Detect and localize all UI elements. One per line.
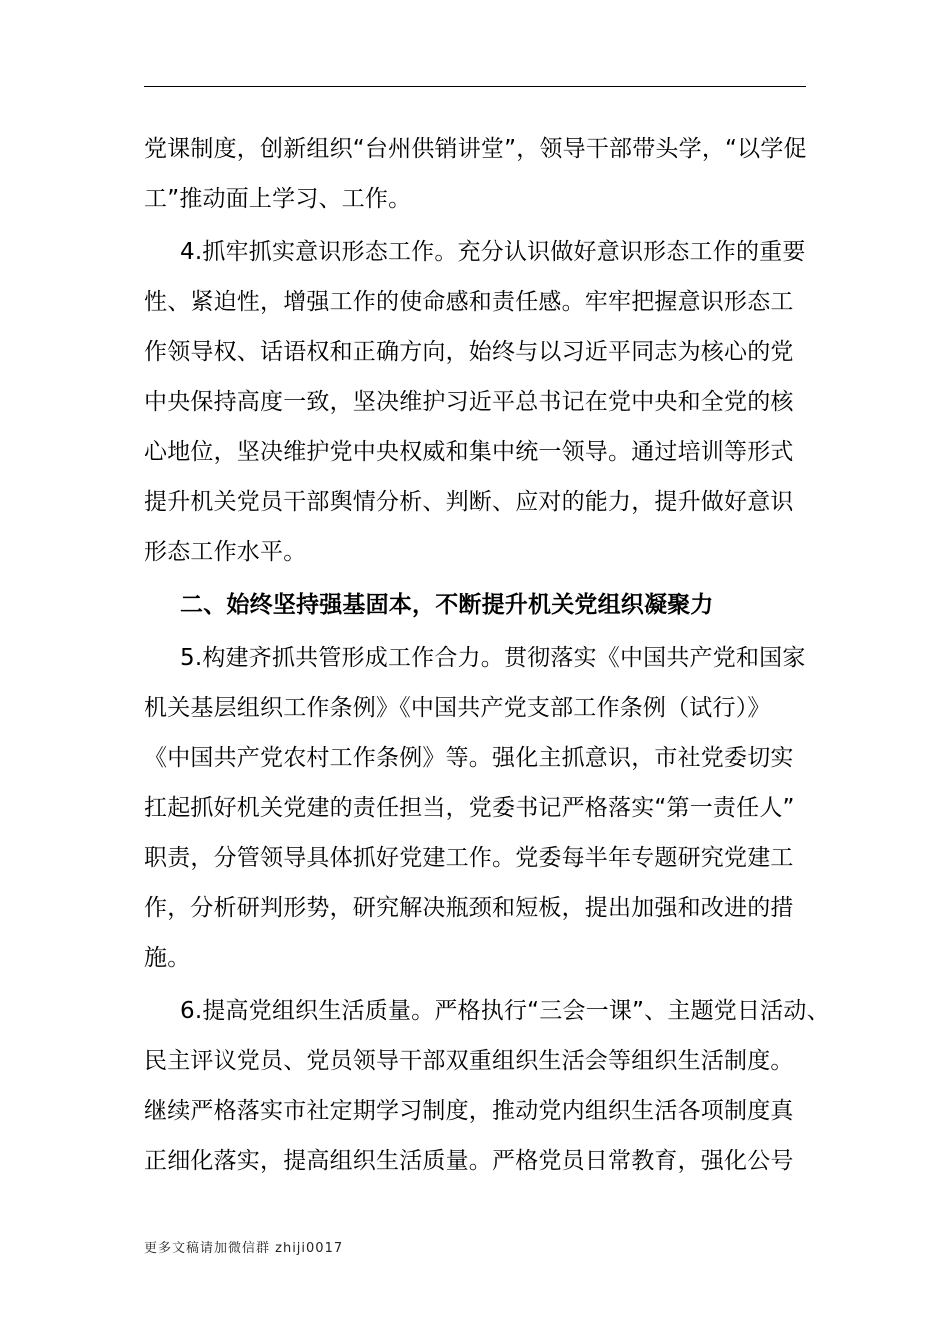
text-line: 继续严格落实市社定期学习制度，推动党内组织生活各项制度真 <box>144 1098 794 1124</box>
text-line: 提升机关党员干部舆情分析、判断、应对的能力，提升做好意识 <box>144 489 794 515</box>
text-line: 扛起抓好机关党建的责任担当，党委书记严格落实“第一责任人” <box>144 795 795 821</box>
text-line: 正细化落实，提高组织生活质量。严格党员日常教育，强化公号 <box>144 1148 794 1174</box>
text-line: 工”推动面上学习、工作。 <box>144 186 412 212</box>
paragraph-continuation <box>144 124 814 224</box>
text-line: 中央保持高度一致，坚决维护习近平总书记在党中央和全党的核 <box>144 389 794 415</box>
text-line: 《中国共产党农村工作条例》等。强化主抓意识，市社党委切实 <box>144 745 794 771</box>
text-line: 形态工作水平。 <box>144 539 307 565</box>
text-line: 机关基层组织工作条例》《中国共产党支部工作条例（试行）》 <box>144 695 771 721</box>
text-line: 作，分析研判形势，研究解决瓶颈和短板，提出加强和改进的措 <box>144 895 794 921</box>
footer-note: 更多文稿请加微信群 zhiji0017 <box>144 1241 344 1256</box>
paragraph-item-4 <box>144 227 814 577</box>
paragraph-item-5 <box>144 633 814 983</box>
text-line: 心地位，坚决维护党中央权威和集中统一领导。通过培训等形式 <box>144 439 794 465</box>
text-line: 5.构建齐抓共管形成工作合力。贯彻落实《中国共产党和国家 <box>180 645 806 671</box>
text-line: 民主评议党员、党员领导干部双重组织生活会等组织生活制度。 <box>144 1048 794 1074</box>
text-line: 职责，分管领导具体抓好党建工作。党委每半年专题研究党建工 <box>144 845 794 871</box>
text-line: 作领导权、话语权和正确方向，始终与以习近平同志为核心的党 <box>144 339 794 365</box>
text-line: 6.提高党组织生活质量。严格执行“三会一课”、主题党日活动、 <box>180 998 830 1024</box>
text-line: 性、紧迫性，增强工作的使命感和责任感。牢牢把握意识形态工 <box>144 289 794 315</box>
text-line: 党课制度，创新组织“台州供销讲堂”，领导干部带头学，“以学促 <box>144 136 807 162</box>
body-text <box>144 124 830 1186</box>
section-heading <box>144 580 814 630</box>
paragraph-item-6 <box>144 986 830 1186</box>
text-line: 施。 <box>144 945 191 971</box>
heading-line: 二、始终坚持强基固本，不断提升机关党组织凝聚力 <box>180 592 714 618</box>
header-rule <box>144 86 806 87</box>
text-line: 4.抓牢抓实意识形态工作。充分认识做好意识形态工作的重要 <box>180 239 806 265</box>
